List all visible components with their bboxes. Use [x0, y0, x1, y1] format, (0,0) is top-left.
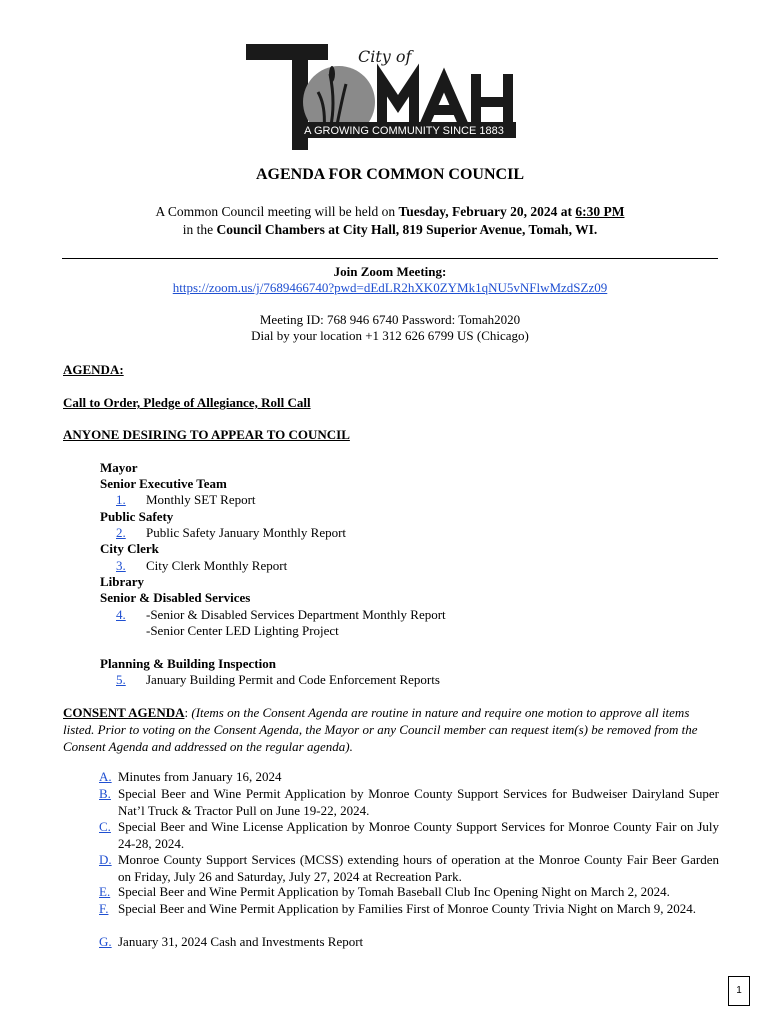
consent-item-letter[interactable]: A.	[99, 769, 112, 784]
report-item-5-number[interactable]: 5.	[116, 672, 126, 687]
zoom-meeting-id: Meeting ID: 768 946 6740 Password: Tomah2020	[259, 312, 521, 327]
consent-item	[99, 769, 719, 786]
consent-item-letter[interactable]: C.	[99, 819, 111, 834]
city-logo-graphic	[246, 44, 534, 150]
report-item-4-text-b: -Senior Center LED Lighting Project	[146, 623, 339, 638]
consent-item-text: Minutes from January 16, 2024	[118, 769, 282, 784]
report-item-4-number[interactable]: 4.	[116, 607, 126, 622]
report-item-2-number[interactable]: 2.	[116, 525, 126, 540]
dept-planning: Planning & Building Inspection	[100, 656, 276, 671]
consent-item	[99, 819, 719, 852]
report-item-3-number[interactable]: 3.	[116, 558, 126, 573]
dept-public-safety: Public Safety	[100, 509, 174, 524]
consent-item-text: Special Beer and Wine Permit Application by Monroe County Support Services for Budweiser Dairyland Super Nat’l Truck & Tractor Pull on June 19-22, 2024.	[118, 786, 719, 818]
consent-agenda-intro	[63, 704, 713, 755]
consent-note: (Items on the Consent Agenda are routine in nature and require one motion to approve all items listed. Prior to voting on the Consent Agenda, the Mayor or any Council member can request item(s) be removed from the Consent Agenda and addressed on the regular agenda).	[63, 705, 698, 754]
consent-item-text: Special Beer and Wine License Application by Monroe County Support Services for Monroe County Fair on July 24-28, 2024.	[118, 819, 719, 851]
consent-agenda-label: CONSENT AGENDA	[63, 705, 185, 720]
meeting-line-1	[0, 204, 770, 220]
meeting-time: 6:30 PM	[575, 204, 625, 219]
dept-set: Senior Executive Team	[100, 476, 227, 491]
consent-item	[99, 884, 719, 901]
report-item-2-text: Public Safety January Monthly Report	[146, 525, 347, 540]
consent-item-letter[interactable]: B.	[99, 786, 111, 801]
report-item-5-text: January Building Permit and Code Enforcement Reports	[146, 672, 440, 687]
divider	[62, 258, 718, 259]
report-item-1-text: Monthly SET Report	[146, 492, 256, 507]
meeting-prefix: A Common Council meeting will be held on	[155, 204, 399, 219]
consent-item	[99, 786, 719, 819]
consent-item-letter[interactable]: D.	[99, 852, 112, 867]
report-item-4-text-a: -Senior & Disabled Services Department Monthly Report	[146, 607, 446, 622]
report-item-3-text: City Clerk Monthly Report	[146, 558, 288, 573]
zoom-dial: Dial by your location +1 312 626 6799 US (Chicago)	[251, 328, 529, 343]
anyone-desiring-heading: ANYONE DESIRING TO APPEAR TO COUNCIL	[63, 427, 350, 442]
dept-library: Library	[100, 574, 145, 589]
consent-item	[99, 852, 719, 885]
logo-small-text: City of	[358, 47, 412, 66]
consent-item-letter[interactable]: F.	[99, 901, 109, 916]
meeting-line-2	[0, 222, 770, 238]
consent-item-text: Special Beer and Wine Permit Application by Families First of Monroe County Trivia Night on March 9, 2024.	[118, 901, 697, 916]
meeting-date: Tuesday, February 20, 2024 at	[398, 204, 576, 219]
meeting-location: Council Chambers at City Hall, 819 Superior Avenue, Tomah, WI.	[216, 222, 598, 237]
consent-item-text: January 31, 2024 Cash and Investments Report	[118, 934, 364, 949]
consent-item-text: Monroe County Support Services (MCSS) extending hours of operation at the Monroe County Fair Beer Garden on Friday, July 26 and Saturday, July 27, 2024 at Recreation Park.	[118, 852, 719, 884]
city-logo	[246, 44, 534, 150]
zoom-heading: Join Zoom Meeting:	[333, 264, 447, 279]
consent-item-letter[interactable]: G.	[99, 934, 112, 949]
consent-item	[99, 901, 719, 918]
page-number: 1	[728, 976, 750, 1006]
consent-item-letter[interactable]: E.	[99, 884, 111, 899]
meeting-location-prefix: in the	[182, 222, 217, 237]
zoom-link[interactable]: https://zoom.us/j/7689466740?pwd=dEdLR2hXK0ZYMk1qNU5vNFlwMzdSZz09	[172, 280, 608, 295]
call-to-order: Call to Order, Pledge of Allegiance, Roll Call	[63, 395, 311, 410]
agenda-label: AGENDA:	[63, 362, 124, 377]
dept-city-clerk: City Clerk	[100, 541, 159, 556]
dept-senior-services: Senior & Disabled Services	[100, 590, 251, 605]
consent-colon: :	[184, 705, 192, 720]
report-item-1-number[interactable]: 1.	[116, 492, 126, 507]
dept-mayor: Mayor	[100, 460, 138, 475]
zoom-link-row	[0, 280, 770, 296]
consent-item	[99, 934, 719, 951]
page-title: AGENDA FOR COMMON COUNCIL	[256, 166, 524, 183]
consent-item-text: Special Beer and Wine Permit Application by Tomah Baseball Club Inc Opening Night on March 2, 2024.	[118, 884, 670, 899]
logo-tagline: A GROWING COMMUNITY SINCE 1883	[304, 125, 504, 137]
